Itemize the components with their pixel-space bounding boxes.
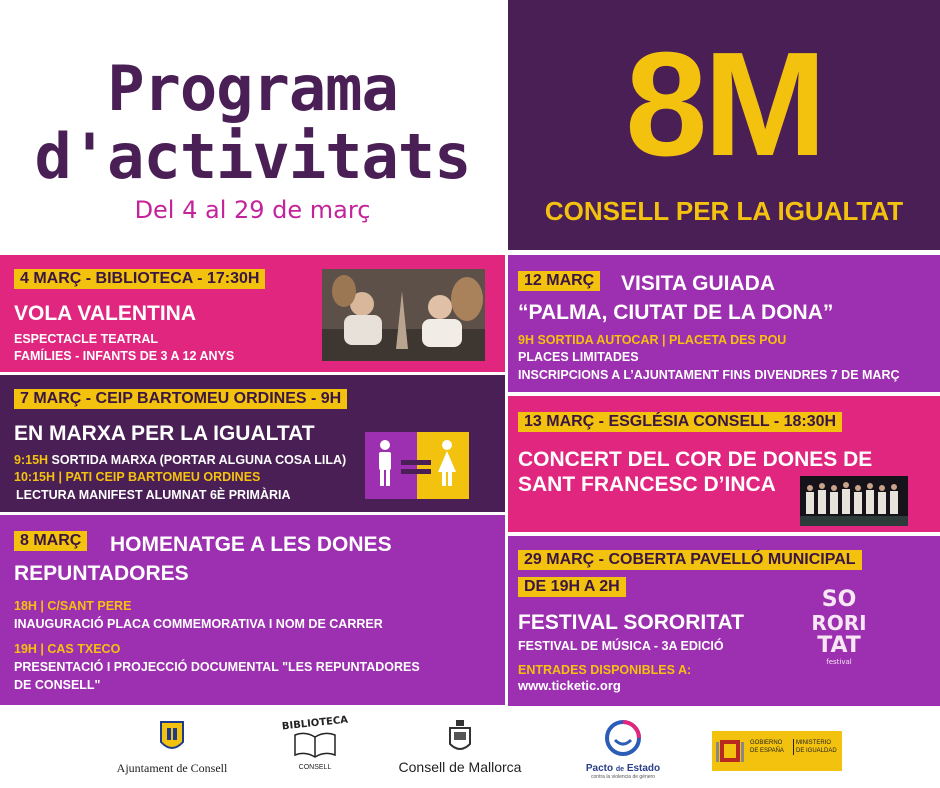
event-tag — [518, 271, 600, 291]
event-line: PRESENTACIÓ I PROJECCIÓ DOCUMENTAL "LES REPUNTADORES — [14, 660, 420, 674]
event-card-festival — [508, 536, 940, 706]
event-card-marxa — [0, 375, 505, 512]
event-line — [14, 452, 364, 469]
choir-illustration — [800, 476, 908, 526]
event-tag — [518, 550, 862, 570]
logo-text: Estado — [626, 763, 661, 774]
hero-title — [20, 52, 485, 193]
coat-of-arms-icon — [159, 720, 185, 756]
event-line: INAUGURACIÓ PLACA COMMEMORATIVA I NOM DE CARRER — [14, 617, 383, 631]
date-range: Del 4 al 29 de març — [134, 196, 371, 224]
event-line: FAMÍLIES - INFANTS DE 3 A 12 ANYS — [14, 349, 235, 363]
event-tag-label: 7 MARÇ - CEIP BARTOMEU ORDINES - 9H — [14, 389, 347, 409]
theatre-photo-illustration — [322, 269, 485, 361]
logo-text: Consell de Mallorca — [398, 759, 522, 775]
logo-text: contra la violencia de género — [591, 774, 655, 780]
event-subhead: 18H | C/SANT PERE — [14, 599, 132, 613]
logo-text: CONSELL — [298, 764, 332, 771]
hero-title-line2: d'activitats — [34, 120, 471, 193]
event-tag — [518, 412, 842, 432]
event-tag-label: 4 MARÇ - BIBLIOTECA - 17:30H — [14, 269, 265, 289]
logo-consell-mallorca — [390, 720, 530, 775]
logo-pacto-estado — [578, 718, 668, 780]
event-card-vola — [0, 255, 505, 372]
event-line: 10:15H | PATI CEIP BARTOMEU ORDINES — [14, 470, 261, 484]
event-card-visita — [508, 255, 940, 392]
tickets-label: ENTRADES DISPONIBLES A: — [518, 663, 692, 677]
event-title: FESTIVAL SORORITAT — [518, 611, 744, 634]
tickets-link[interactable]: www.ticketic.org — [518, 678, 621, 693]
logo-text: BIBLIOTECA — [281, 714, 349, 733]
sororitat-logo — [804, 588, 874, 667]
equality-illustration — [365, 432, 469, 499]
event-title: HOMENATGE A LES DONES — [110, 533, 392, 556]
event-tag-label: 29 MARÇ - COBERTA PAVELLÓ MUNICIPAL — [518, 550, 862, 570]
event-tag — [14, 531, 87, 551]
book-icon — [291, 729, 339, 759]
choir-photo — [800, 476, 908, 526]
event-text: SORTIDA MARXA (PORTAR ALGUNA COSA LILA) — [51, 453, 347, 467]
event-line: DE CONSELL" — [14, 678, 101, 692]
event-tag-label: 8 MARÇ — [14, 531, 87, 551]
logo-text: RORI — [811, 611, 867, 635]
crest-icon — [449, 720, 471, 754]
equality-graphic — [365, 432, 469, 499]
event-tag — [14, 389, 347, 409]
logo-text: TAT — [817, 633, 861, 658]
logo-text: Ajuntament de Consell — [116, 761, 228, 775]
logo-text: Pacto — [585, 763, 614, 774]
logo-text: GOBIERNO DE ESPAÑA — [750, 739, 794, 755]
logo-small-text: festival — [826, 658, 852, 666]
event-card-concert — [508, 396, 940, 532]
logo-text: MINISTERIO DE IGUALDAD — [796, 740, 837, 754]
event-time: 9:15H — [14, 453, 49, 467]
event-line: LECTURA MANIFEST ALUMNAT 6È PRIMÀRIA — [16, 488, 291, 502]
big-8m: 8M — [625, 22, 823, 187]
event-title-cont: “PALMA, CIUTAT DE LA DONA” — [518, 301, 834, 324]
event-line: PLACES LIMITADES — [518, 350, 639, 364]
event-tag-cont — [518, 577, 626, 597]
spain-arms-icon — [716, 736, 744, 766]
logo-text-main — [578, 763, 668, 774]
hero-title-line1: Programa — [107, 52, 398, 125]
event-tag-label: 13 MARÇ - ESGLÉSIA CONSELL - 18:30H — [518, 412, 842, 432]
event-title: CONCERT DEL COR DE DONES DE — [518, 448, 873, 471]
event-tag — [14, 269, 265, 289]
event-title-cont: REPUNTADORES — [14, 562, 189, 585]
event-title-cont: SANT FRANCESC D’INCA — [518, 473, 776, 496]
consell-subtitle: CONSELL PER LA IGUALTAT — [544, 196, 904, 226]
event-tag-label: 12 MARÇ — [518, 271, 600, 291]
smile-circle-icon — [603, 718, 643, 758]
vola-photo — [322, 269, 485, 361]
event-line: FESTIVAL DE MÚSICA - 3A EDICIÓ — [518, 639, 724, 653]
logo-ajuntament — [112, 720, 232, 776]
event-title: EN MARXA PER LA IGUALTAT — [14, 422, 315, 445]
event-line: INSCRIPCIONS A L’AJUNTAMENT FINS DIVENDRES 7 DE MARÇ — [518, 368, 900, 382]
event-title: VISITA GUIADA — [621, 272, 776, 295]
event-subhead: 19H | CAS TXECO — [14, 642, 121, 656]
event-tag-label: DE 19H A 2H — [518, 577, 626, 597]
logo-biblioteca — [275, 714, 355, 771]
logo-gobierno — [712, 731, 842, 771]
event-card-homenatge — [0, 515, 505, 705]
event-line: 9H SORTIDA AUTOCAR | PLACETA DES POU — [518, 333, 787, 347]
logo-text: SO — [821, 587, 857, 612]
event-line: ESPECTACLE TEATRAL — [14, 332, 158, 346]
logo-text: de — [615, 766, 625, 773]
event-title: VOLA VALENTINA — [14, 302, 196, 325]
